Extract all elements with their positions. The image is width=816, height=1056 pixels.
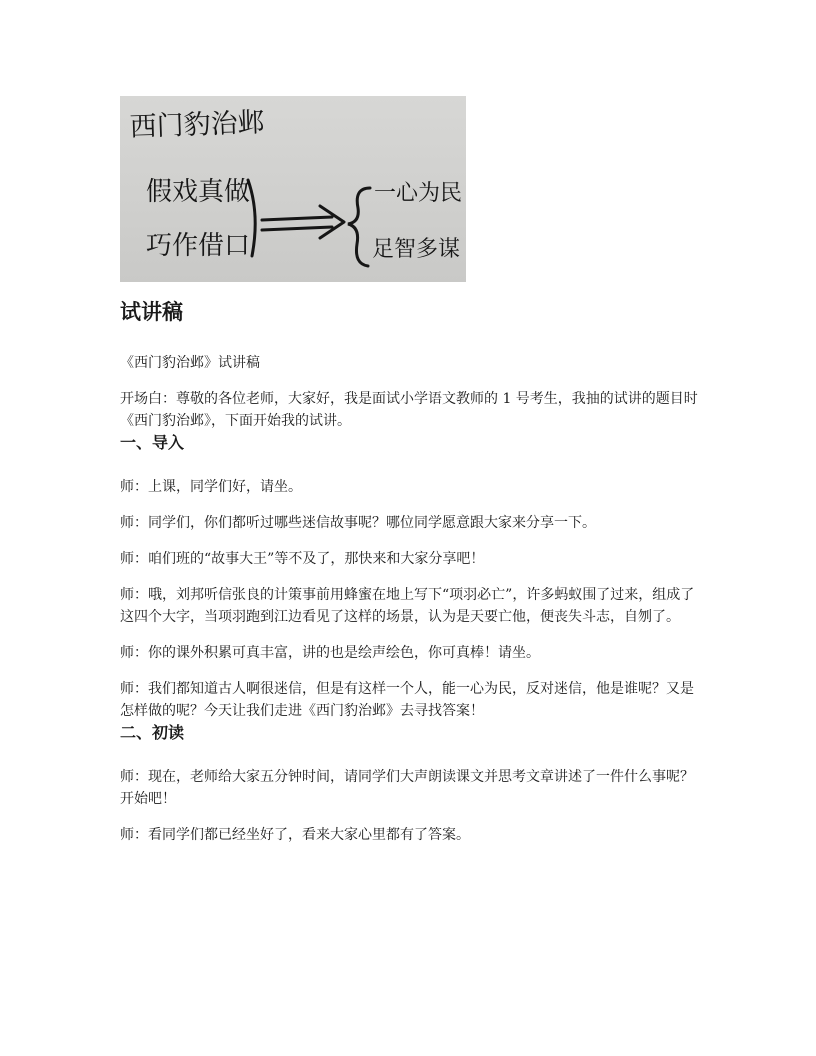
document-heading: 试讲稿 [120, 300, 183, 324]
section-heading-intro: 一、导入 [120, 433, 185, 452]
right-brace [348, 188, 370, 266]
paragraph: 师：你的课外积累可真丰富，讲的也是绘声绘色，你可真棒！请坐。 [120, 645, 540, 661]
arrow-head [320, 206, 344, 238]
board-left-line-2: 巧作借口 [146, 231, 251, 261]
board-right-line-2: 足智多谋 [372, 237, 461, 262]
section-heading-first-reading: 二、初读 [120, 723, 185, 742]
opening-paragraph: 开场白：尊敬的各位老师，大家好，我是面试小学语文教师的 1 号考生，我抽的试讲的题目时《西门豹治邺》，下面开始我的试讲。 [120, 391, 698, 429]
paragraph: 师：我们都知道古人啊很迷信，但是有这样一个人，能一心为民，反对迷信，他是谁呢？又是怎样做的呢？今天让我们走进《西门豹治邺》去寻找答案！ [120, 681, 694, 719]
paragraph: 师：咱们班的“故事大王”等不及了，那快来和大家分享吧！ [120, 551, 485, 567]
arrow-line-bottom [262, 227, 332, 230]
whiteboard-photo [120, 96, 466, 282]
paragraph: 师：同学们，你们都听过哪些迷信故事呢？哪位同学愿意跟大家来分享一下。 [120, 515, 596, 531]
board-left-line-1: 假戏真做 [146, 177, 251, 207]
board-right-line-1: 一心为民 [374, 181, 463, 206]
document-page [120, 96, 698, 846]
paragraph: 师：现在，老师给大家五分钟时间，请同学们大声朗读课文并思考文章讲述了一件什么事呢？开始吧！ [120, 769, 694, 807]
paragraph: 师：看同学们都已经坐好了，看来大家心里都有了答案。 [120, 827, 470, 843]
whiteboard-drawing [120, 96, 466, 282]
board-title: 西门豹治邺 [129, 107, 266, 143]
paragraph: 师：上课，同学们好，请坐。 [120, 479, 302, 495]
document-subtitle: 《西门豹治邺》试讲稿 [120, 355, 260, 371]
arrow-line-top [262, 217, 332, 220]
paragraph: 师：哦，刘邦听信张良的计策事前用蜂蜜在地上写下“项羽必亡”，许多蚂蚁围了过来，组成了这四个大字，当项羽跑到江边看见了这样的场景，认为是天要亡他，便丧失斗志，自刎了。 [120, 587, 695, 625]
